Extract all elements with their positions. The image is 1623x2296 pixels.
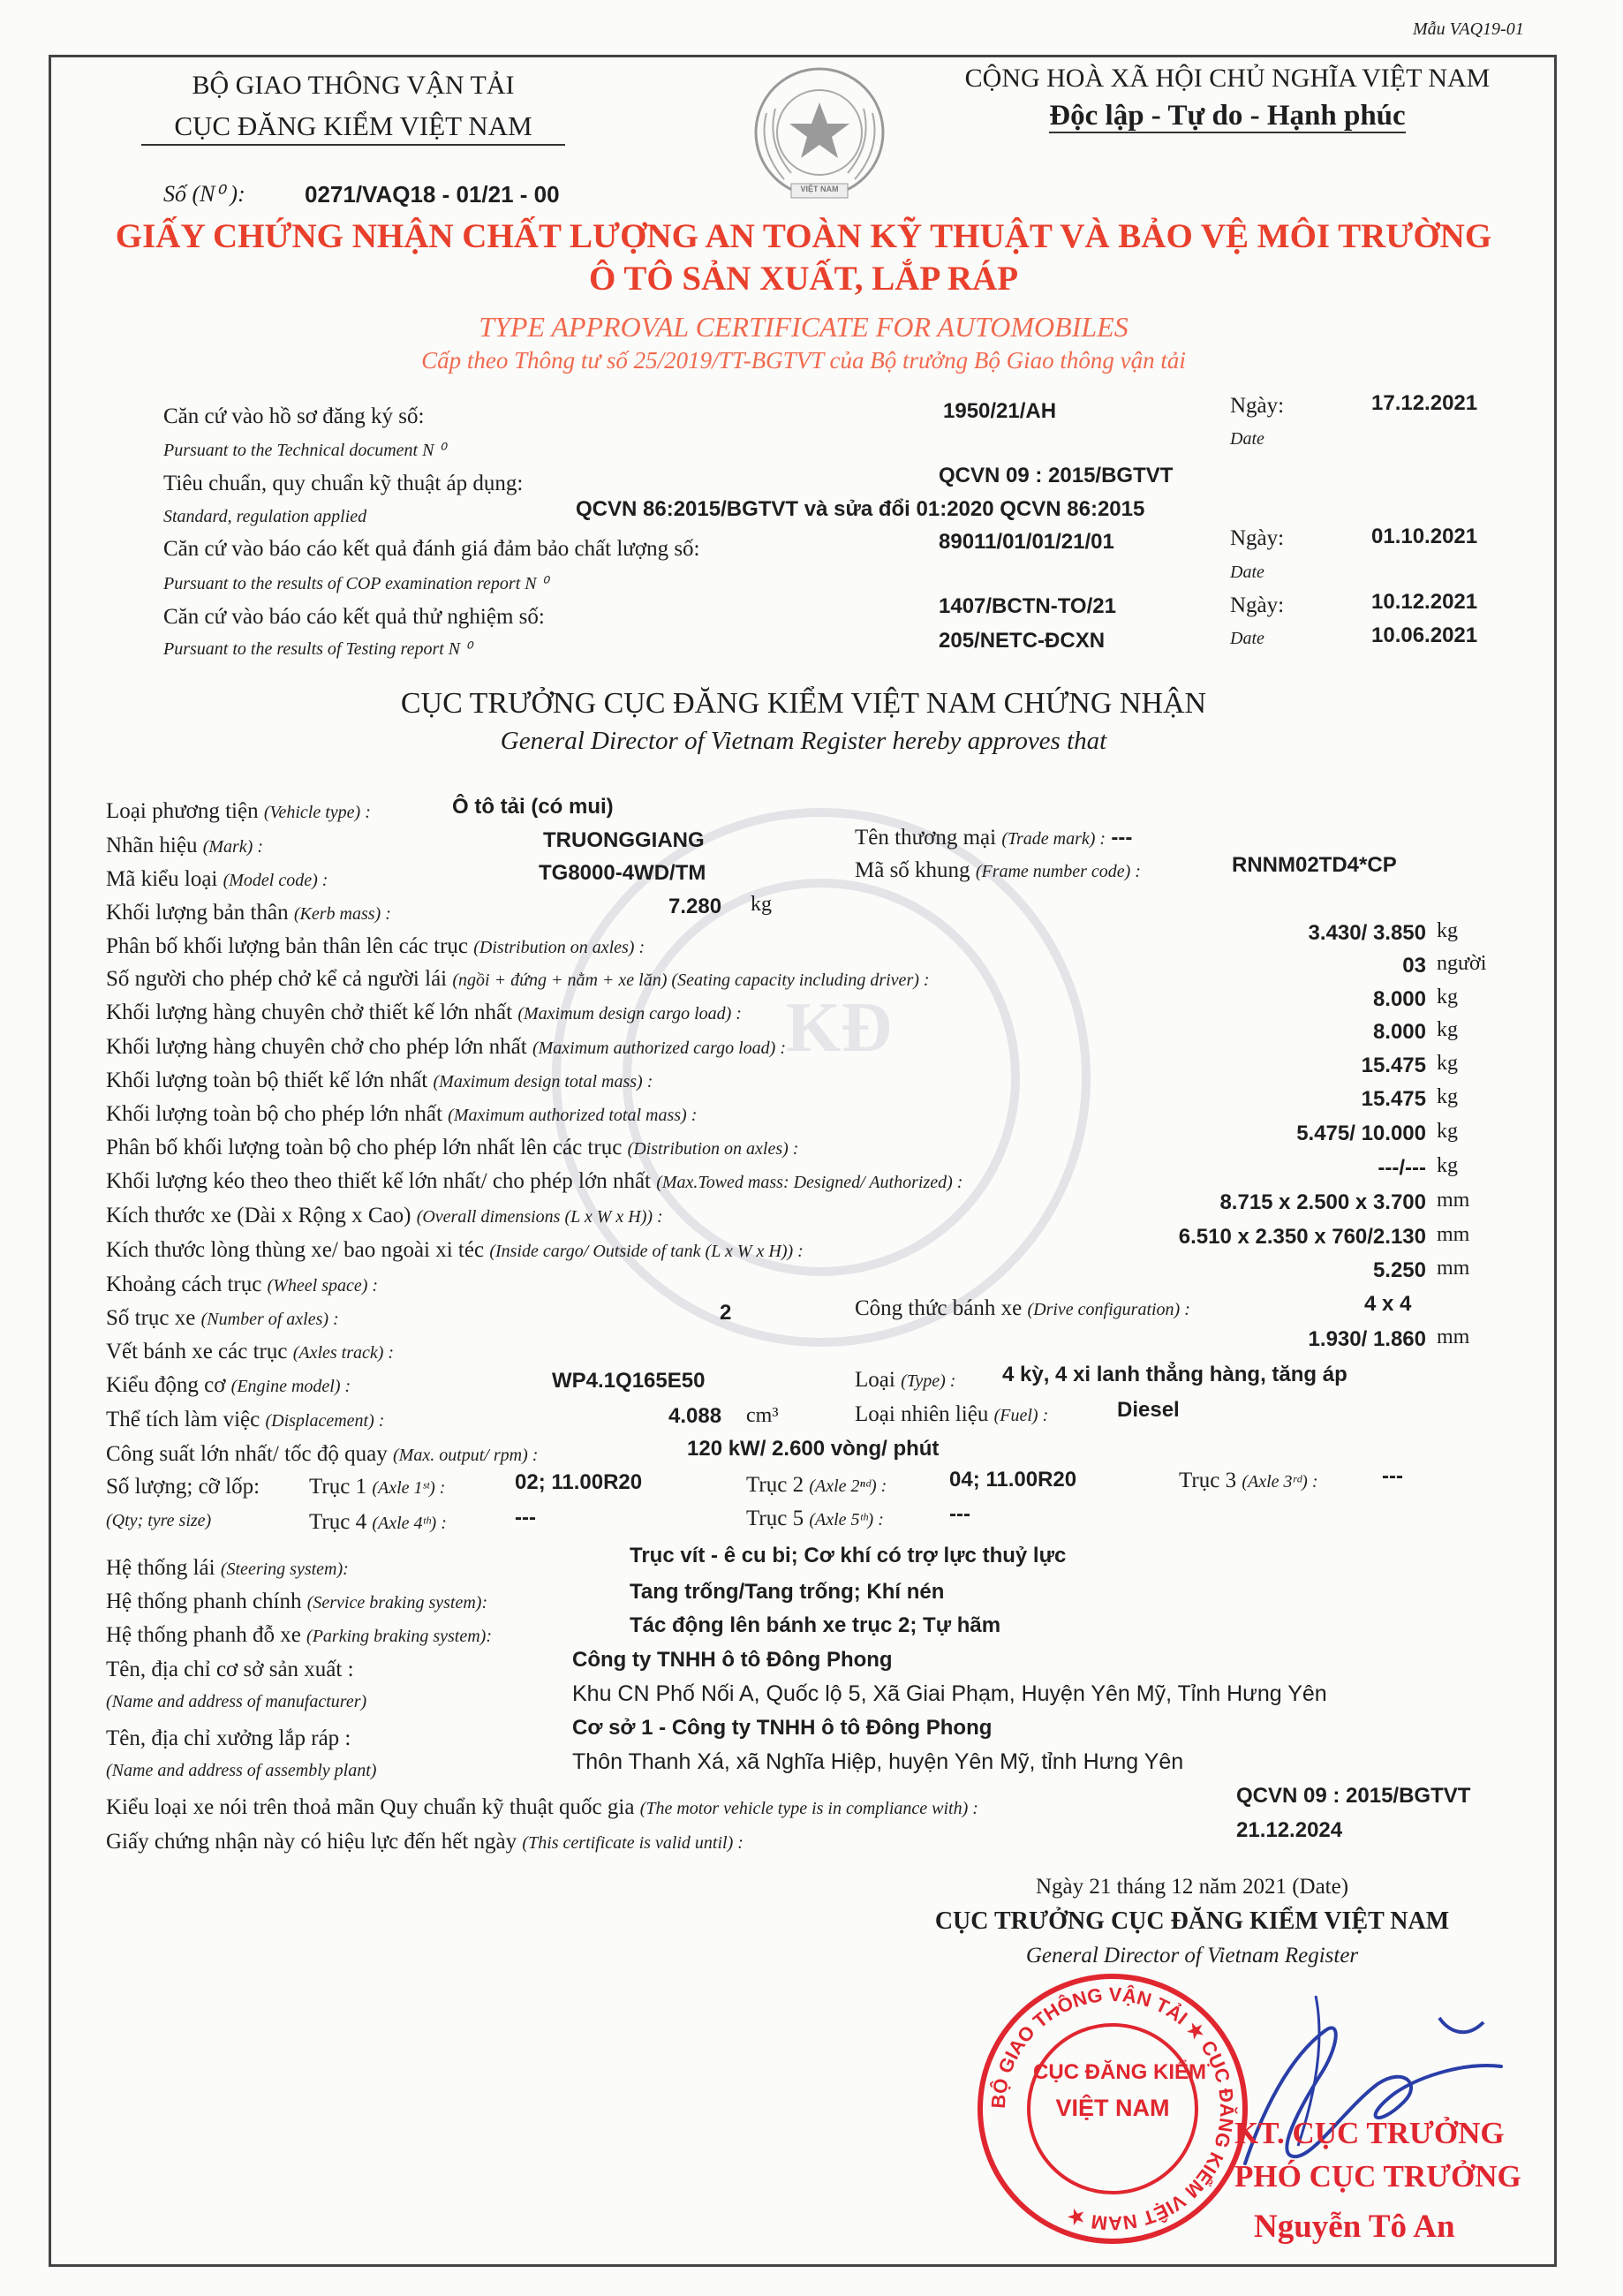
title-line-2: Ô TÔ SẢN XUẤT, LẮP RÁP <box>588 260 1019 298</box>
authorized-cargo-row: Khối lượng hàng chuyên chở cho phép lớn nhất (Maximum authorized cargo load) : <box>106 1035 786 1059</box>
axle-3-row: Trục 3 (Axle 3ʳᵈ) : <box>1179 1469 1318 1492</box>
signer-name: Nguyễn Tô An <box>1254 2209 1455 2245</box>
axle-2-tyres: 04; 11.00R20 <box>949 1468 1077 1492</box>
wheel-space-row: Khoảng cách trục (Wheel space) : <box>106 1273 379 1296</box>
engine-model: WP4.1Q165E50 <box>552 1369 706 1393</box>
displacement-row: Thể tích làm việc (Displacement) : <box>106 1408 385 1431</box>
parking-brake-row: Hệ thống phanh đỗ xe (Parking braking system): <box>106 1623 492 1647</box>
compliance-row: Kiểu loại xe nói trên thoả mãn Quy chuẩn kỹ thuật quốc gia (The motor vehicle type is in compliance with) : <box>106 1795 978 1819</box>
towed-mass-row: Khối lượng kéo theo theo thiết kế lớn nhất/ cho phép lớn nhất (Max.Towed mass: Designed/ Authorized) : <box>106 1169 963 1193</box>
design-cargo: 8.000 <box>1372 987 1426 1011</box>
mark: TRUONGGIANG <box>543 828 705 852</box>
axles-row: Số trục xe (Number of axles) : <box>106 1306 339 1330</box>
title-issued-under: Cấp theo Thông tư số 25/2019/TT-BGTVT của Bộ trưởng Bộ Giao thông vận tải <box>421 347 1186 374</box>
cargo-dimensions-unit: mm <box>1437 1223 1470 1246</box>
test-date-1: 10.12.2021 <box>1371 590 1478 614</box>
test-number-2: 205/NETC-ĐCXN <box>939 629 1106 653</box>
assembly-name: Cơ sở 1 - Công ty TNHH ô tô Đông Phong <box>572 1716 993 1740</box>
signer-role-1: KT. CỤC TRƯỞNG <box>1234 2116 1505 2150</box>
frame-code: RNNM02TD4*CP <box>1232 853 1397 877</box>
drive-configuration-row: Công thức bánh xe (Drive configuration) : <box>855 1296 1190 1320</box>
assembly-label-en: (Name and address of assembly plant) <box>106 1761 377 1780</box>
dimensions-row: Kích thước xe (Dài x Rộng x Cao) (Overall dimensions (L x W x H)) : <box>106 1204 663 1227</box>
signer-role-2: PHÓ CỤC TRƯỞNG <box>1234 2159 1521 2194</box>
authorized-cargo-unit: kg <box>1437 1018 1458 1041</box>
number-label: Số (N⁰ ): <box>163 181 245 207</box>
towed-mass-unit: kg <box>1437 1154 1458 1177</box>
displacement: 4.088 <box>668 1404 722 1428</box>
approval-heading-en: General Director of Vietnam Register hereby approves that <box>500 727 1107 755</box>
compliance-standard: QCVN 09 : 2015/BGTVT <box>1236 1784 1471 1808</box>
tyre-label: Số lượng; cỡ lốp: <box>106 1475 260 1499</box>
reg-label-en: Pursuant to the Technical document N ⁰ <box>163 441 446 460</box>
design-total-row: Khối lượng toàn bộ thiết kế lớn nhất (Maximum design total mass) : <box>106 1069 653 1092</box>
axle-1-tyres: 02; 11.00R20 <box>515 1470 643 1494</box>
national-emblem: VIỆT NAM <box>740 60 899 215</box>
mark-row: Nhãn hiệu (Mark) : <box>106 834 264 857</box>
title-english: TYPE APPROVAL CERTIFICATE FOR AUTOMOBILES <box>479 311 1129 343</box>
axle-4-tyres: --- <box>515 1506 536 1529</box>
total-distribution: 5.475/ 10.000 <box>1296 1122 1426 1145</box>
wheel-space: 5.250 <box>1372 1258 1426 1282</box>
sign-title-en: General Director of Vietnam Register <box>1025 1944 1359 1967</box>
std-value-1: QCVN 09 : 2015/BGTVT <box>939 464 1174 487</box>
service-brake: Tang trống/Tang trống; Khí nén <box>630 1580 945 1604</box>
reg-date-label: Ngày: <box>1230 394 1285 418</box>
displacement-unit: cm³ <box>746 1404 779 1427</box>
seating-row: Số người cho phép chở kể cả người lái (ngồi + đứng + nằm + xe lăn) (Seating capacity including driver) : <box>106 967 930 991</box>
reg-label: Căn cứ vào hồ sơ đăng ký số: <box>163 404 425 428</box>
test-label: Căn cứ vào báo cáo kết quả thử nghiệm số: <box>163 605 545 629</box>
overall-dimensions: 8.715 x 2.500 x 3.700 <box>1219 1190 1426 1214</box>
parking-brake: Tác động lên bánh xe trục 2; Tự hãm <box>630 1613 1001 1637</box>
axles-track-row: Vết bánh xe các trục (Axles track) : <box>106 1340 395 1363</box>
republic-name: CỘNG HOÀ XÃ HỘI CHỦ NGHĨA VIỆT NAM <box>964 64 1491 93</box>
cargo-dimensions-row: Kích thước lòng thùng xe/ bao ngoài xi téc (Inside cargo/ Outside of tank (L x W x H)) : <box>106 1238 804 1262</box>
design-total: 15.475 <box>1361 1054 1426 1077</box>
form-code: Mẫu VAQ19-01 <box>1413 19 1524 39</box>
steering-system: Trục vít - ê cu bi; Cơ khí có trợ lực thuỷ lực <box>630 1544 1067 1567</box>
number-of-axles: 2 <box>720 1301 732 1325</box>
total-distribution-unit: kg <box>1437 1120 1458 1143</box>
test-number-1: 1407/BCTN-TO/21 <box>939 594 1116 618</box>
axle-4-row: Trục 4 (Axle 4ᵗʰ) : <box>309 1510 447 1534</box>
manufacturer-label-en: (Name and address of manufacturer) <box>106 1692 367 1711</box>
cargo-dimensions: 6.510 x 2.350 x 760/2.130 <box>1178 1225 1426 1249</box>
kerb-mass-row: Khối lượng bản thân (Kerb mass) : <box>106 901 391 925</box>
test-label-en: Pursuant to the results of Testing report N ⁰ <box>163 639 472 659</box>
kerb-mass: 7.280 <box>668 895 722 918</box>
towed-mass: ---/--- <box>1378 1156 1426 1180</box>
sign-date: Ngày 21 tháng 12 năm 2021 (Date) <box>1035 1875 1349 1899</box>
authorized-total-unit: kg <box>1437 1085 1458 1108</box>
trade-mark-row: Tên thương mại (Trade mark) : --- <box>855 826 1133 850</box>
std-value-2: QCVN 86:2015/BGTVT và sửa đổi 01:2020 QCVN 86:2015 <box>576 497 1145 521</box>
design-cargo-row: Khối lượng hàng chuyên chở thiết kế lớn nhất (Maximum design cargo load) : <box>106 1001 742 1024</box>
cop-date-label: Ngày: <box>1230 526 1285 550</box>
axle-2-row: Trục 2 (Axle 2ⁿᵈ) : <box>746 1473 887 1497</box>
assembly-address: Thôn Thanh Xá, xã Nghĩa Hiệp, huyện Yên Mỹ, tỉnh Hưng Yên <box>572 1749 1184 1774</box>
test-date-2: 10.06.2021 <box>1371 623 1478 647</box>
max-power: 120 kW/ 2.600 vòng/ phút <box>687 1437 940 1461</box>
axle-3-tyres: --- <box>1382 1464 1403 1488</box>
test-date-label: Ngày: <box>1230 593 1285 617</box>
test-date-label-en: Date <box>1230 629 1264 648</box>
kerb-distribution-row: Phân bố khối lượng bản thân lên các trục (Distribution on axles) : <box>106 934 645 958</box>
axle-5-tyres: --- <box>949 1502 970 1526</box>
validity-row: Giấy chứng nhận này có hiệu lực đến hết ngày (This certificate is valid until) : <box>106 1830 744 1854</box>
cop-date-label-en: Date <box>1230 563 1264 582</box>
reg-number: 1950/21/AH <box>943 399 1057 423</box>
axles-track-unit: mm <box>1437 1325 1470 1348</box>
cop-date: 01.10.2021 <box>1371 525 1478 548</box>
kerb-distribution: 3.430/ 3.850 <box>1308 921 1426 945</box>
stamp-center-line-1: CỤC ĐĂNG KIỂM <box>1033 2060 1206 2084</box>
authorized-cargo: 8.000 <box>1372 1020 1426 1044</box>
title-line-1: GIẤY CHỨNG NHẬN CHẤT LƯỢNG AN TOÀN KỸ THUẬT VÀ BẢO VỆ MÔI TRƯỜNG <box>115 217 1492 255</box>
std-label-en: Standard, regulation applied <box>163 507 367 526</box>
svg-text:KĐ: KĐ <box>786 989 892 1067</box>
motto: Độc lập - Tự do - Hạnh phúc <box>1049 100 1406 132</box>
model-code: TG8000-4WD/TM <box>539 861 706 885</box>
std-label: Tiêu chuẩn, quy chuẩn kỹ thuật áp dụng: <box>163 472 524 495</box>
reg-date: 17.12.2021 <box>1371 391 1478 415</box>
axles-track: 1.930/ 1.860 <box>1308 1327 1426 1351</box>
authorized-total-row: Khối lượng toàn bộ cho phép lớn nhất (Maximum authorized total mass) : <box>106 1102 698 1126</box>
engine-type-row: Loại (Type) : <box>855 1368 956 1392</box>
cop-number: 89011/01/01/21/01 <box>939 530 1114 554</box>
wheel-space-unit: mm <box>1437 1257 1470 1280</box>
authorized-total: 15.475 <box>1361 1087 1426 1111</box>
kerb-distribution-unit: kg <box>1437 919 1458 942</box>
kerb-mass-unit: kg <box>751 893 772 916</box>
department-name: CỤC ĐĂNG KIỂM VIỆT NAM <box>141 110 565 146</box>
cop-label: Căn cứ vào báo cáo kết quả đánh giá đảm bảo chất lượng số: <box>163 537 700 561</box>
axle-1-row: Trục 1 (Axle 1ˢᵗ) : <box>309 1475 446 1499</box>
engine-type: 4 kỳ, 4 xi lanh thẳng hàng, tăng áp <box>1002 1363 1347 1386</box>
seating-capacity: 03 <box>1402 954 1426 978</box>
ministry-name: BỘ GIAO THÔNG VẬN TẢI <box>192 71 515 100</box>
reg-date-label-en: Date <box>1230 429 1264 449</box>
drive-configuration: 4 x 4 <box>1364 1292 1412 1316</box>
sign-title: CỤC TRƯỞNG CỤC ĐĂNG KIỂM VIỆT NAM <box>934 1907 1450 1935</box>
manufacturer-label: Tên, địa chỉ cơ sở sản xuất : <box>106 1658 354 1681</box>
design-cargo-unit: kg <box>1437 986 1458 1008</box>
tyre-label-en: (Qty; tyre size) <box>106 1511 212 1530</box>
fuel: Diesel <box>1117 1398 1180 1422</box>
manufacturer-name: Công ty TNHH ô tô Đông Phong <box>572 1648 893 1672</box>
frame-code-row: Mã số khung (Frame number code) : <box>855 858 1141 882</box>
model-code-row: Mã kiểu loại (Model code) : <box>106 867 328 891</box>
engine-model-row: Kiểu động cơ (Engine model) : <box>106 1373 351 1397</box>
manufacturer-address: Khu CN Phố Nối A, Quốc lộ 5, Xã Giai Phạm, Huyện Yên Mỹ, Tỉnh Hưng Yên <box>572 1681 1327 1706</box>
seating-unit: người <box>1437 952 1487 975</box>
total-distribution-row: Phân bố khối lượng toàn bộ cho phép lớn nhất lên các trục (Distribution on axles) : <box>106 1136 799 1159</box>
certificate-number: 0271/VAQ18 - 01/21 - 00 <box>305 181 560 208</box>
stamp-center-line-2: VIỆT NAM <box>1055 2095 1170 2121</box>
svg-text:BỘ GIAO THÔNG VẬN TẢI ★ CỤC ĐĂ: BỘ GIAO THÔNG VẬN TẢI ★ CỤC ĐĂNG KIỂM VIỆT NAM ★ <box>986 1983 1239 2235</box>
vehicle-type: Ô tô tải (có mui) <box>452 795 614 819</box>
fuel-row: Loại nhiên liệu (Fuel) : <box>855 1402 1049 1426</box>
power-row: Công suất lớn nhất/ tốc độ quay (Max. output/ rpm) : <box>106 1442 539 1466</box>
vehicle-type-row: Loại phương tiện (Vehicle type) : <box>106 799 371 823</box>
cop-label-en: Pursuant to the results of COP examination report N ⁰ <box>163 574 548 593</box>
steering-row: Hệ thống lái (Steering system): <box>106 1556 349 1580</box>
design-total-unit: kg <box>1437 1052 1458 1075</box>
valid-until: 21.12.2024 <box>1236 1818 1343 1842</box>
approval-heading: CỤC TRƯỞNG CỤC ĐĂNG KIỂM VIỆT NAM CHỨNG NHẬN <box>400 687 1207 720</box>
service-brake-row: Hệ thống phanh chính (Service braking system): <box>106 1590 488 1613</box>
assembly-label: Tên, địa chỉ xưởng lắp ráp : <box>106 1726 351 1750</box>
overall-dimensions-unit: mm <box>1437 1189 1470 1212</box>
axle-5-row: Trục 5 (Axle 5ᵗʰ) : <box>746 1507 884 1530</box>
